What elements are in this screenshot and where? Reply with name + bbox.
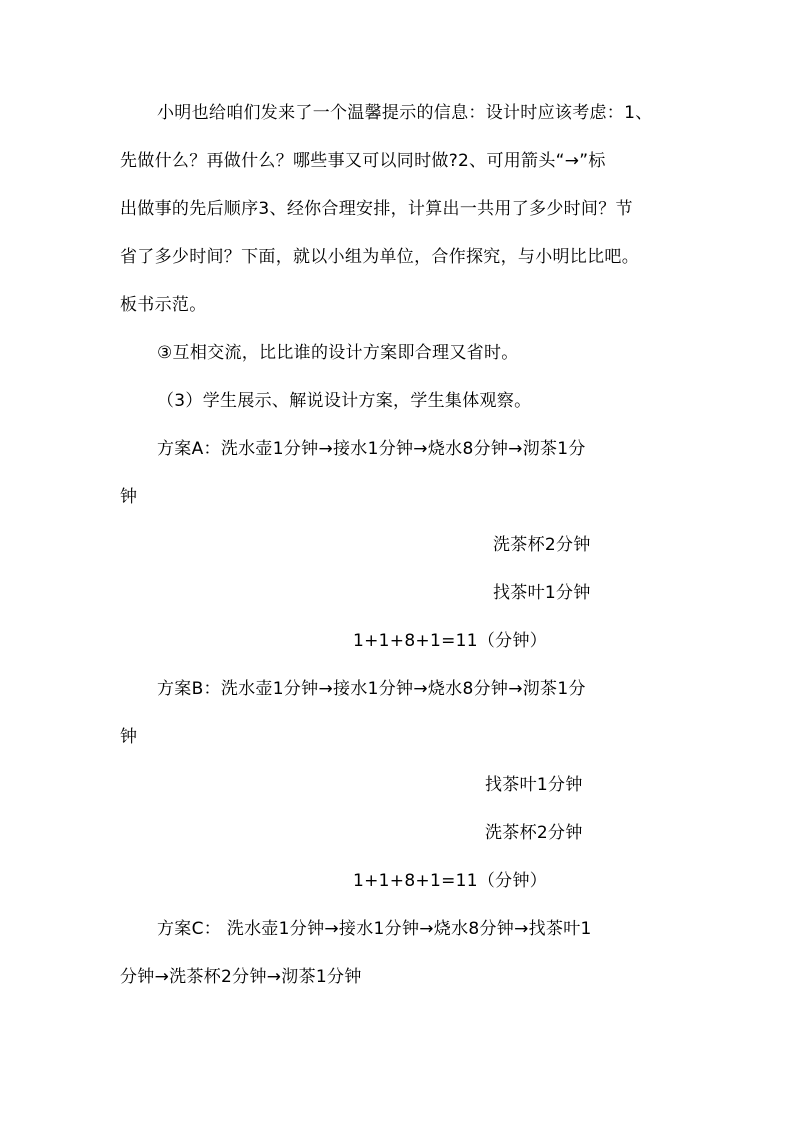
plan-c-line: 分钟→洗茶杯2分钟→沏茶1分钟 bbox=[120, 967, 362, 987]
plan-b-parallel-step: 洗茶杯2分钟 bbox=[485, 823, 583, 843]
plan-c-line: 方案C： 洗水壶1分钟→接水1分钟→烧水8分钟→找茶叶1 bbox=[157, 919, 592, 939]
paragraph-line: 先做什么？再做什么？哪些事又可以同时做?2、可用箭头“→”标 bbox=[120, 151, 606, 171]
plan-b-line: 方案B：洗水壶1分钟→接水1分钟→烧水8分钟→沏茶1分 bbox=[157, 679, 586, 699]
plan-a-line: 方案A：洗水壶1分钟→接水1分钟→烧水8分钟→沏茶1分 bbox=[157, 439, 586, 459]
paragraph-line: 省了多少时间？下面，就以小组为单位，合作探究，与小明比比吧。 bbox=[120, 247, 639, 267]
paragraph-line: 出做事的先后顺序3、经你合理安排，计算出一共用了多少时间？节 bbox=[120, 199, 633, 219]
paragraph-line: 小明也给咱们发来了一个温馨提示的信息：设计时应该考虑：1、 bbox=[157, 103, 653, 123]
paragraph-line: 板书示范。 bbox=[120, 295, 207, 315]
plan-a-parallel-step: 找茶叶1分钟 bbox=[493, 583, 591, 603]
plan-a-parallel-step: 洗茶杯2分钟 bbox=[493, 535, 591, 555]
paragraph-line: （3）学生展示、解说设计方案，学生集体观察。 bbox=[157, 391, 532, 411]
plan-b-parallel-step: 找茶叶1分钟 bbox=[485, 775, 583, 795]
paragraph-line: ③互相交流，比比谁的设计方案即合理又省时。 bbox=[157, 343, 519, 363]
plan-a-line: 钟 bbox=[120, 487, 138, 507]
plan-b-line: 钟 bbox=[120, 727, 138, 747]
plan-b-formula: 1+1+8+1=11（分钟） bbox=[353, 871, 548, 891]
plan-a-formula: 1+1+8+1=11（分钟） bbox=[353, 631, 548, 651]
